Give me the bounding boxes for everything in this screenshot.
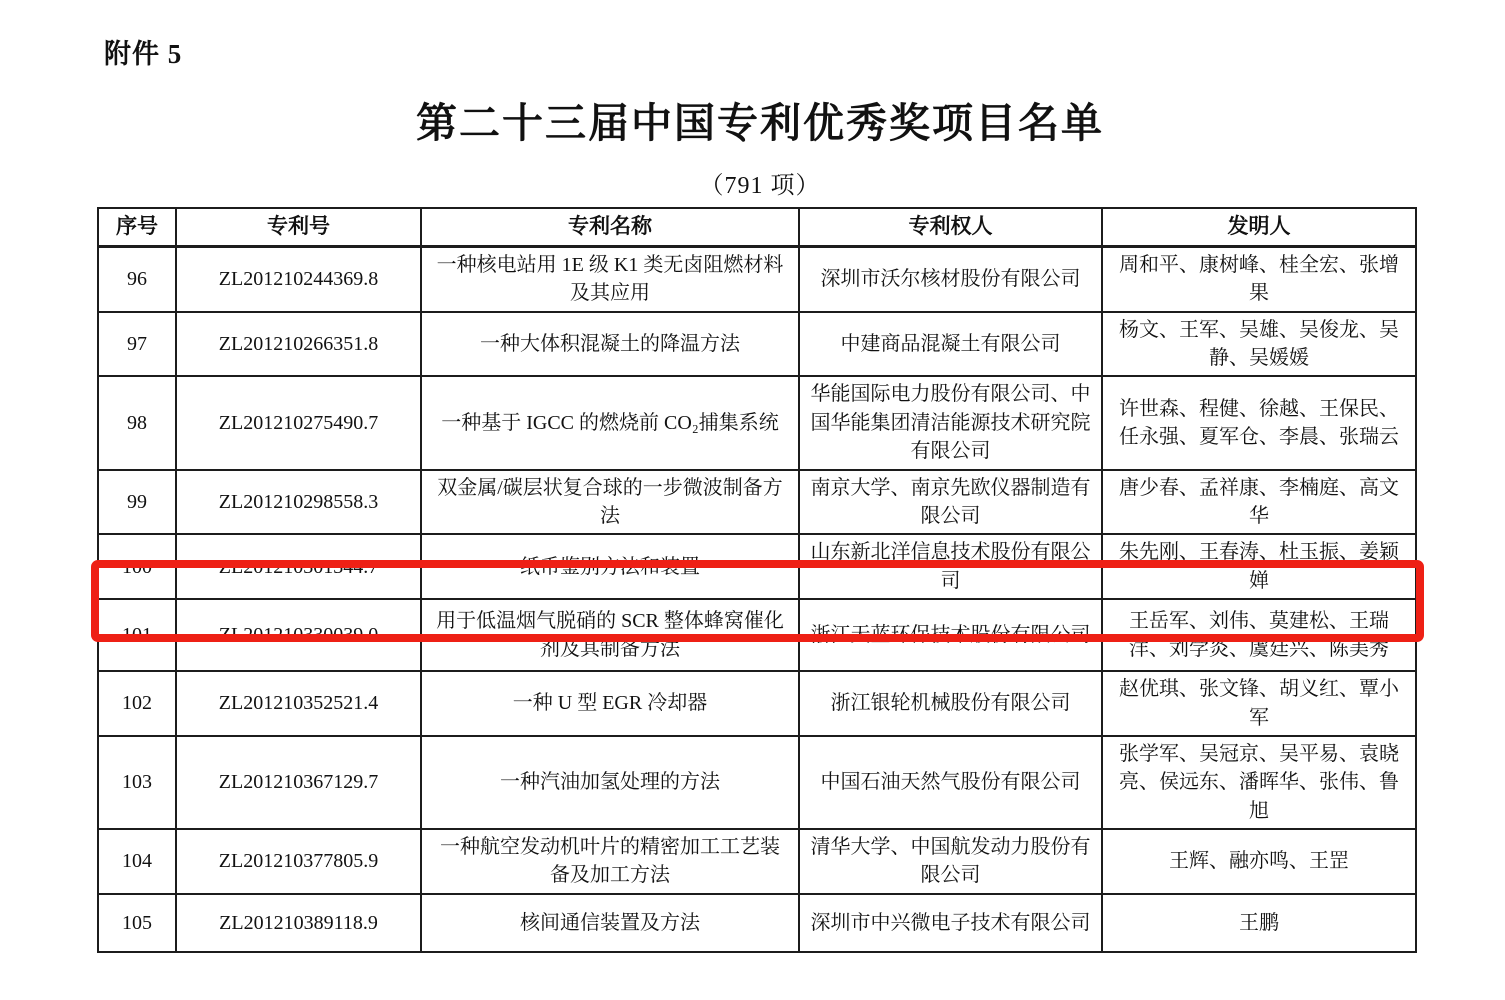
cell-patent-name: 一种 U 型 EGR 冷却器 bbox=[421, 671, 799, 736]
col-header-patent-number: 专利号 bbox=[176, 208, 421, 246]
cell-patentee: 华能国际电力股份有限公司、中国华能集团清洁能源技术研究院有限公司 bbox=[799, 376, 1102, 469]
cell-serial: 98 bbox=[98, 376, 176, 469]
cell-patent-number: ZL201210352521.4 bbox=[176, 671, 421, 736]
cell-patentee: 中建商品混凝土有限公司 bbox=[799, 312, 1102, 377]
cell-patent-name: 用于低温烟气脱硝的 SCR 整体蜂窝催化剂及其制备方法 bbox=[421, 599, 799, 671]
cell-inventors: 周和平、康树峰、桂全宏、张增果 bbox=[1102, 246, 1416, 311]
cell-patent-name: 纸币鉴别方法和装置 bbox=[421, 534, 799, 599]
col-header-patent-name: 专利名称 bbox=[421, 208, 799, 246]
table-row bbox=[98, 829, 1416, 894]
cell-patent-number: ZL201210377805.9 bbox=[176, 829, 421, 894]
cell-inventors: 杨文、王军、吴雄、吴俊龙、吴静、吴媛媛 bbox=[1102, 312, 1416, 377]
table-row-highlighted bbox=[98, 599, 1416, 671]
cell-serial: 97 bbox=[98, 312, 176, 377]
cell-serial: 104 bbox=[98, 829, 176, 894]
table-row bbox=[98, 376, 1416, 469]
cell-patentee: 山东新北洋信息技术股份有限公司 bbox=[799, 534, 1102, 599]
cell-patent-number: ZL201210298558.3 bbox=[176, 470, 421, 535]
cell-serial: 101 bbox=[98, 599, 176, 671]
cell-inventors: 王辉、融亦鸣、王罡 bbox=[1102, 829, 1416, 894]
patent-table bbox=[97, 207, 1415, 953]
cell-patent-name: 一种汽油加氢处理的方法 bbox=[421, 736, 799, 829]
cell-patentee: 中国石油天然气股份有限公司 bbox=[799, 736, 1102, 829]
cell-patent-name: 双金属/碳层状复合球的一步微波制备方法 bbox=[421, 470, 799, 535]
cell-patentee: 深圳市中兴微电子技术有限公司 bbox=[799, 894, 1102, 952]
cell-inventors: 许世森、程健、徐越、王保民、任永强、夏军仓、李晨、张瑞云 bbox=[1102, 376, 1416, 469]
cell-patentee: 深圳市沃尔核材股份有限公司 bbox=[799, 246, 1102, 311]
cell-patent-name: 一种核电站用 1E 级 K1 类无卤阻燃材料及其应用 bbox=[421, 246, 799, 311]
cell-patent-number: ZL201210275490.7 bbox=[176, 376, 421, 469]
cell-serial: 105 bbox=[98, 894, 176, 952]
cell-patentee: 清华大学、中国航发动力股份有限公司 bbox=[799, 829, 1102, 894]
col-header-patentee: 专利权人 bbox=[799, 208, 1102, 246]
cell-serial: 102 bbox=[98, 671, 176, 736]
cell-serial: 103 bbox=[98, 736, 176, 829]
item-count: （791 项） bbox=[699, 173, 821, 199]
cell-inventors: 张学军、吴冠京、吴平易、袁晓亮、侯远东、潘晖华、张伟、鲁旭 bbox=[1102, 736, 1416, 829]
attachment-label: 附件 5 bbox=[104, 39, 183, 69]
col-header-inventors: 发明人 bbox=[1102, 208, 1416, 246]
table-row bbox=[98, 736, 1416, 829]
cell-inventors: 王岳军、刘伟、莫建松、王瑞洋、刘学炎、虞廷兴、陈美秀 bbox=[1102, 599, 1416, 671]
table-row bbox=[98, 470, 1416, 535]
col-header-serial: 序号 bbox=[98, 208, 176, 246]
cell-serial: 96 bbox=[98, 246, 176, 311]
cell-patentee: 浙江银轮机械股份有限公司 bbox=[799, 671, 1102, 736]
cell-inventors: 赵优琪、张文锋、胡义红、覃小军 bbox=[1102, 671, 1416, 736]
cell-patent-number: ZL201210367129.7 bbox=[176, 736, 421, 829]
table-row bbox=[98, 246, 1416, 311]
page-title: 第二十三届中国专利优秀奖项目名单 bbox=[416, 100, 1104, 146]
cell-patentee: 南京大学、南京先欧仪器制造有限公司 bbox=[799, 470, 1102, 535]
table-row bbox=[98, 534, 1416, 599]
cell-inventors: 唐少春、孟祥康、李楠庭、高文华 bbox=[1102, 470, 1416, 535]
cell-inventors: 朱先刚、王春涛、杜玉振、姜颖婵 bbox=[1102, 534, 1416, 599]
cell-patent-number: ZL201210389118.9 bbox=[176, 894, 421, 952]
cell-patent-number: ZL201210266351.8 bbox=[176, 312, 421, 377]
cell-inventors: 王鹏 bbox=[1102, 894, 1416, 952]
cell-patent-name: 一种大体积混凝土的降温方法 bbox=[421, 312, 799, 377]
cell-patent-name: 一种航空发动机叶片的精密加工工艺装备及加工方法 bbox=[421, 829, 799, 894]
cell-patent-name: 一种基于 IGCC 的燃烧前 CO₂捕集系统 bbox=[421, 376, 799, 469]
cell-patent-number: ZL201210330039.0 bbox=[176, 599, 421, 671]
table-row bbox=[98, 312, 1416, 377]
cell-patent-name: 核间通信装置及方法 bbox=[421, 894, 799, 952]
cell-patent-number: ZL201210244369.8 bbox=[176, 246, 421, 311]
table-row bbox=[98, 671, 1416, 736]
table-row bbox=[98, 894, 1416, 952]
cell-patentee: 浙江天蓝环保技术股份有限公司 bbox=[799, 599, 1102, 671]
table-header-row bbox=[98, 208, 1416, 246]
cell-patent-number: ZL201210301344.7 bbox=[176, 534, 421, 599]
cell-serial: 100 bbox=[98, 534, 176, 599]
cell-serial: 99 bbox=[98, 470, 176, 535]
